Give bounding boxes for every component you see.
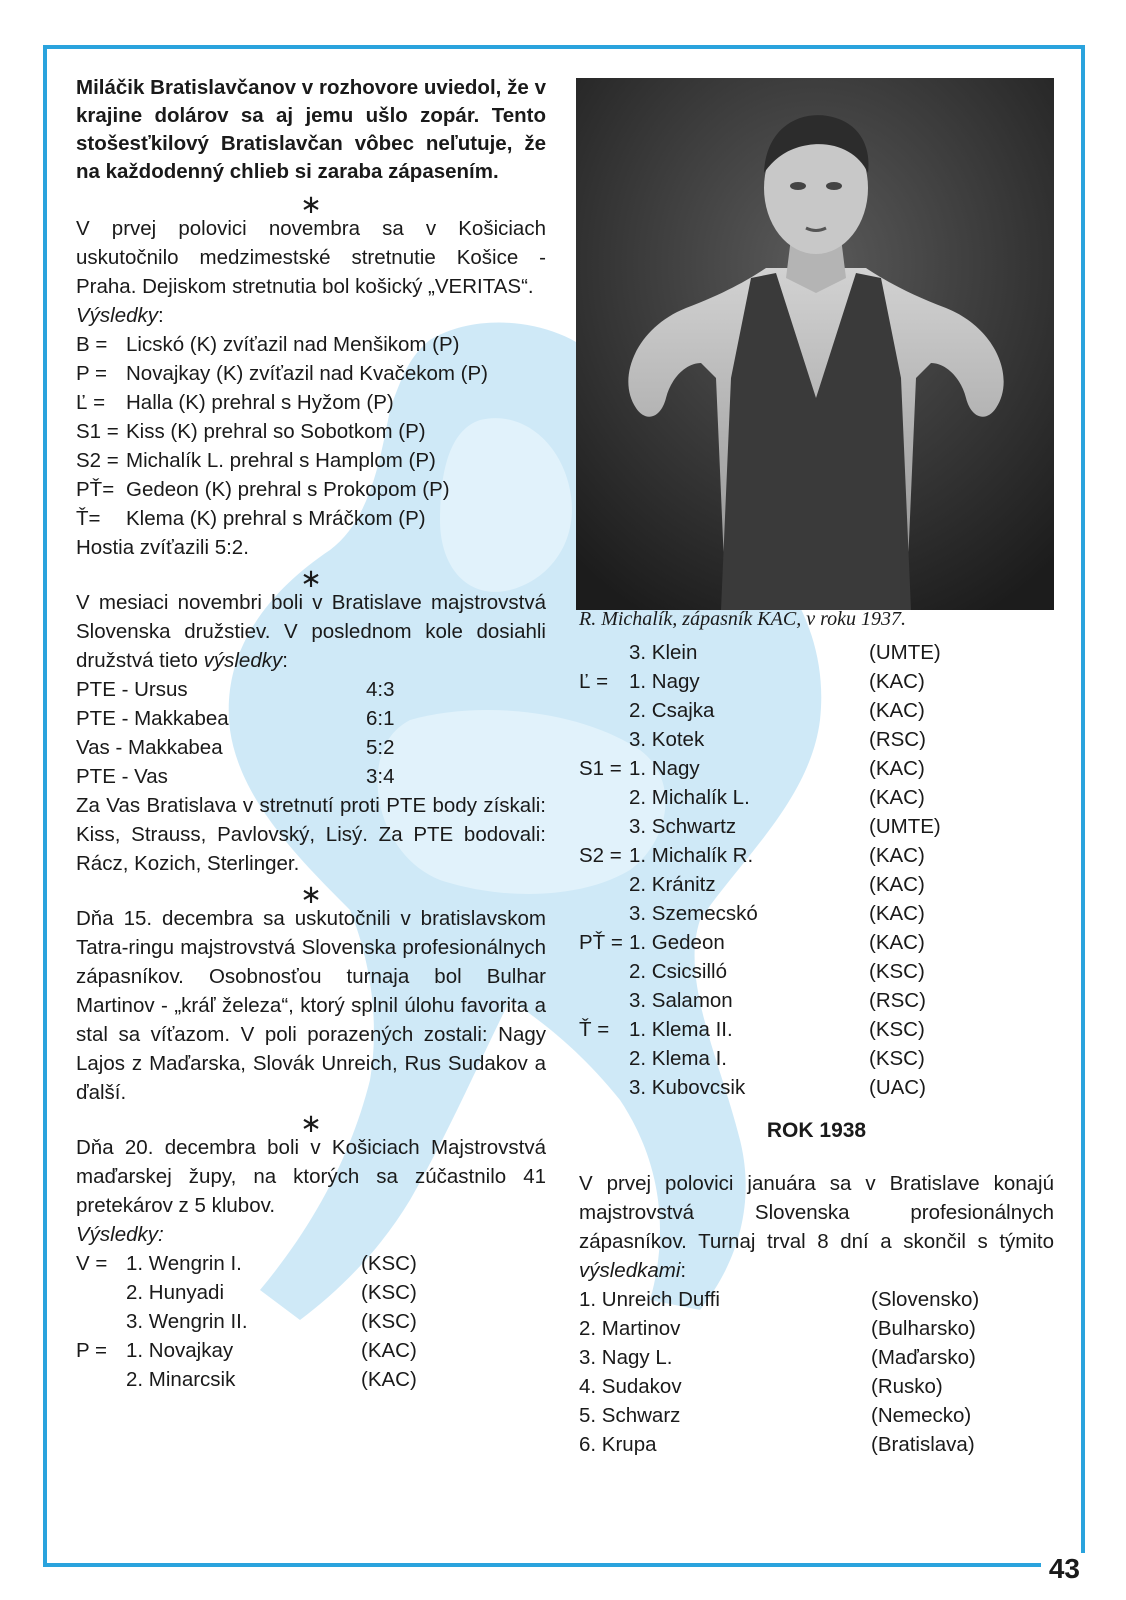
club: (KAC): [869, 873, 925, 896]
wrestler-name: 1. Michalík R.: [629, 844, 754, 867]
right-column: [579, 606, 1054, 1459]
separator-star: ∗: [300, 189, 322, 219]
ranking-row: [579, 841, 1054, 870]
ranking-row: [76, 1365, 546, 1394]
match-pair: PTE - Ursus: [76, 678, 188, 701]
wrestler-name: 2. Csajka: [629, 699, 715, 722]
result-row: [76, 504, 546, 533]
wrestler-name: 2. Kránitz: [629, 873, 716, 896]
result-text: Novajkay (K) zvíťazil nad Kvačekom (P): [126, 362, 488, 385]
result-row: [76, 417, 546, 446]
weight-class: [579, 812, 629, 841]
country: (Slovensko): [871, 1288, 980, 1311]
club: (KSC): [361, 1310, 417, 1333]
wrestler-photo: [576, 78, 1054, 610]
section3-text: Dňa 15. decembra sa uskutočnili v bratislavskom Tatra-ringu majstrovstvá Slovenska profesionálnych zápasníkov. Osobnosťou turnaja bol Bulhar Martinov - „kráľ železa“, ktorý splnil úlohu favorita a stal sa víťazom. V poli porazených zostali: Nagy Lajos z Maďarska, Slovák Unreich, Rus Sudakov a ďalší.: [76, 907, 546, 1104]
result-text: Licskó (K) zvíťazil nad Menšikom (P): [126, 333, 460, 356]
weight-class: [579, 899, 629, 928]
result-row: [76, 475, 546, 504]
ranking-row: [579, 899, 1054, 928]
wrestler-name: 5. Schwarz: [579, 1404, 681, 1427]
weight-class: [76, 1365, 126, 1394]
club: (UMTE): [869, 641, 941, 664]
weight-class: [579, 1073, 629, 1102]
match-score: 4:3: [366, 678, 395, 701]
ranking-row: [579, 928, 1054, 957]
wrestler-name: 3. Klein: [629, 641, 698, 664]
ranking-row: [579, 957, 1054, 986]
weight-class: Ľ =: [579, 670, 609, 693]
club: (RSC): [869, 728, 926, 751]
wrestler-name: 1. Nagy: [629, 670, 700, 693]
result-row: [76, 446, 546, 475]
weight-class: B =: [76, 333, 108, 356]
club: (KAC): [361, 1368, 417, 1391]
standing-row: [579, 1314, 1054, 1343]
wrestler-name: 1. Novajkay: [126, 1339, 234, 1362]
match-pair: PTE - Makkabea: [76, 707, 229, 730]
section5-text-before: V prvej polovici januára sa v Bratislave konajú majstrovstvá Slovenska profesionálnych zápasníkov. Turnaj trval 8 dní a skončil s týmito: [579, 1172, 1054, 1253]
match-score: 5:2: [366, 736, 395, 759]
wrestler-name: 3. Salamon: [629, 989, 733, 1012]
match-score: 3:4: [366, 765, 395, 788]
standing-row: [579, 1285, 1054, 1314]
wrestler-name: 3. Kotek: [629, 728, 705, 751]
result-text: Klema (K) prehral s Mráčkom (P): [126, 507, 426, 530]
standing-row: [579, 1372, 1054, 1401]
weight-class: [579, 870, 629, 899]
section2-matches: [76, 675, 546, 791]
section2-outro: Za Vas Bratislava v stretnutí proti PTE body získali: Kiss, Strauss, Pavlovský, Lisý. Za PTE bodovali: Rácz, Kozich, Sterlinger.: [76, 794, 546, 875]
wrestler-name: 3. Kubovcsik: [629, 1076, 746, 1099]
section4-results-left: [76, 1249, 546, 1394]
match-row: [76, 675, 546, 704]
club: (KSC): [869, 1047, 925, 1070]
match-row: [76, 762, 546, 791]
section4-results-label: Výsledky:: [76, 1223, 164, 1246]
separator-star: ∗: [300, 879, 322, 909]
ranking-row: [579, 1015, 1054, 1044]
section2-text-after: :: [282, 649, 288, 672]
lead-paragraph: Miláčik Bratislavčanov v rozhovore uviedol, že v krajine dolárov sa aj jemu ušlo zopár. Tento stošesťkilový Bratislavčan vôbec neľutuje, že na každodenný chlieb si zaraba zápasením.: [76, 76, 546, 183]
club: (KAC): [869, 786, 925, 809]
ranking-row: [579, 812, 1054, 841]
section4-results-right: [579, 638, 1054, 1102]
weight-class: [76, 1278, 126, 1307]
standing-row: [579, 1430, 1054, 1459]
section5-text-after: :: [680, 1259, 687, 1282]
weight-class: V =: [76, 1252, 108, 1275]
separator-star: ∗: [300, 1108, 322, 1138]
wrestler-name: 1. Klema II.: [629, 1018, 733, 1041]
ranking-row: [76, 1278, 546, 1307]
country: (Bratislava): [871, 1433, 975, 1456]
wrestler-name: 1. Unreich Duffi: [579, 1288, 720, 1311]
club: (UAC): [869, 1076, 926, 1099]
club: (KSC): [869, 960, 925, 983]
match-score: 6:1: [366, 707, 395, 730]
result-text: Michalík L. prehral s Hamplom (P): [126, 449, 436, 472]
results-label: [76, 301, 546, 330]
results-label-text: Výsledky: [76, 304, 159, 327]
club: (KSC): [361, 1281, 417, 1304]
section5-text-ital: výsledkami: [579, 1259, 681, 1282]
country: (Bulharsko): [871, 1317, 976, 1340]
weight-class: S2 =: [579, 844, 622, 867]
ranking-row: [76, 1249, 546, 1278]
ranking-row: [579, 1073, 1054, 1102]
club: (KSC): [361, 1252, 417, 1275]
ranking-row: [579, 783, 1054, 812]
section1-summary: Hostia zvíťazili 5:2.: [76, 536, 249, 559]
section4-text: Dňa 20. decembra boli v Košiciach Majstrovstvá maďarskej župy, na ktorých sa zúčastnilo 41 pretekárov z 5 klubov.: [76, 1136, 546, 1217]
weight-class: P =: [76, 1339, 107, 1362]
club: (KAC): [869, 902, 925, 925]
photo-caption: R. Michalík, zápasník KAC, v roku 1937.: [579, 608, 906, 630]
ranking-row: [579, 754, 1054, 783]
wrestler-name: 6. Krupa: [579, 1433, 657, 1456]
wrestler-name: 3. Szemecskó: [629, 902, 758, 925]
separator-star: ∗: [300, 563, 322, 593]
ranking-row: [76, 1307, 546, 1336]
wrestler-name: 4. Sudakov: [579, 1375, 682, 1398]
ranking-row: [579, 986, 1054, 1015]
ranking-row: [579, 696, 1054, 725]
section5-text: [579, 1169, 1054, 1285]
country: (Rusko): [871, 1375, 943, 1398]
weight-class: [579, 986, 629, 1015]
wrestler-name: 1. Wengrin I.: [126, 1252, 242, 1275]
wrestler-name: 2. Klema I.: [629, 1047, 727, 1070]
wrestler-name: 2. Martinov: [579, 1317, 681, 1340]
result-row: [76, 359, 546, 388]
section1-text: V prvej polovici novembra sa v Košiciach uskutočnilo medzimestské stretnutie Košice - Praha. Dejiskom stretnutia bol košický „VERITAS“.: [76, 217, 546, 298]
result-text: Halla (K) prehral s Hyžom (P): [126, 391, 394, 414]
club: (KAC): [869, 670, 925, 693]
weight-class: [579, 957, 629, 986]
weight-class: [579, 783, 629, 812]
wrestler-name: 1. Gedeon: [629, 931, 725, 954]
wrestler-name: 2. Hunyadi: [126, 1281, 225, 1304]
wrestler-name: 3. Schwartz: [629, 815, 737, 838]
wrestler-name: 2. Csicsilló: [629, 960, 727, 983]
club: (KAC): [361, 1339, 417, 1362]
weight-class: [579, 1044, 629, 1073]
weight-class: S1 =: [579, 757, 622, 780]
weight-class: Ť=: [76, 507, 101, 530]
weight-class: [579, 725, 629, 754]
country: (Nemecko): [871, 1404, 972, 1427]
section5-heading: ROK 1938: [766, 1119, 867, 1142]
club: (KSC): [869, 1018, 925, 1041]
result-text: Kiss (K) prehral so Sobotkom (P): [126, 420, 426, 443]
weight-class: P =: [76, 362, 107, 385]
ranking-row: [579, 725, 1054, 754]
match-row: [76, 704, 546, 733]
section1-results: [76, 330, 546, 533]
standing-row: [579, 1343, 1054, 1372]
club: (KAC): [869, 844, 925, 867]
club: (RSC): [869, 989, 926, 1012]
wrestler-name: 1. Nagy: [629, 757, 700, 780]
wrestler-name: 3. Wengrin II.: [126, 1310, 248, 1333]
results-label-colon: :: [158, 304, 164, 327]
ranking-row: [579, 667, 1054, 696]
club: (KAC): [869, 757, 925, 780]
section2-text: [76, 588, 546, 675]
left-column: [76, 74, 546, 1394]
ranking-row: [76, 1336, 546, 1365]
weight-class: PŤ=: [76, 478, 115, 501]
weight-class: PŤ =: [579, 931, 623, 954]
wrestler-name: 2. Michalík L.: [629, 786, 750, 809]
match-row: [76, 733, 546, 762]
match-pair: Vas - Makkabea: [76, 736, 223, 759]
page-number: 43: [1041, 1553, 1088, 1585]
club: (KAC): [869, 699, 925, 722]
section2-text-ital: výsledky: [203, 649, 283, 672]
club: (KAC): [869, 931, 925, 954]
weight-class: Ľ =: [76, 391, 106, 414]
ranking-row: [579, 870, 1054, 899]
weight-class: [76, 1307, 126, 1336]
ranking-row: [579, 1044, 1054, 1073]
weight-class: [579, 696, 629, 725]
weight-class: S2 =: [76, 449, 119, 472]
weight-class: [579, 638, 629, 667]
match-pair: PTE - Vas: [76, 765, 168, 788]
result-text: Gedeon (K) prehral s Prokopom (P): [126, 478, 450, 501]
club: (UMTE): [869, 815, 941, 838]
weight-class: Ť =: [579, 1018, 610, 1041]
ranking-row: [579, 638, 1054, 667]
section2-text-before: V mesiaci novembri boli v Bratislave majstrovstvá Slovenska družstiev. V poslednom kole dosiahli družstvá tieto: [76, 591, 546, 672]
country: (Maďarsko): [871, 1346, 976, 1369]
wrestler-name: 3. Nagy L.: [579, 1346, 673, 1369]
weight-class: S1 =: [76, 420, 119, 443]
result-row: [76, 330, 546, 359]
wrestler-name: 2. Minarcsik: [126, 1368, 236, 1391]
section5-standings: [579, 1285, 1054, 1459]
standing-row: [579, 1401, 1054, 1430]
result-row: [76, 388, 546, 417]
